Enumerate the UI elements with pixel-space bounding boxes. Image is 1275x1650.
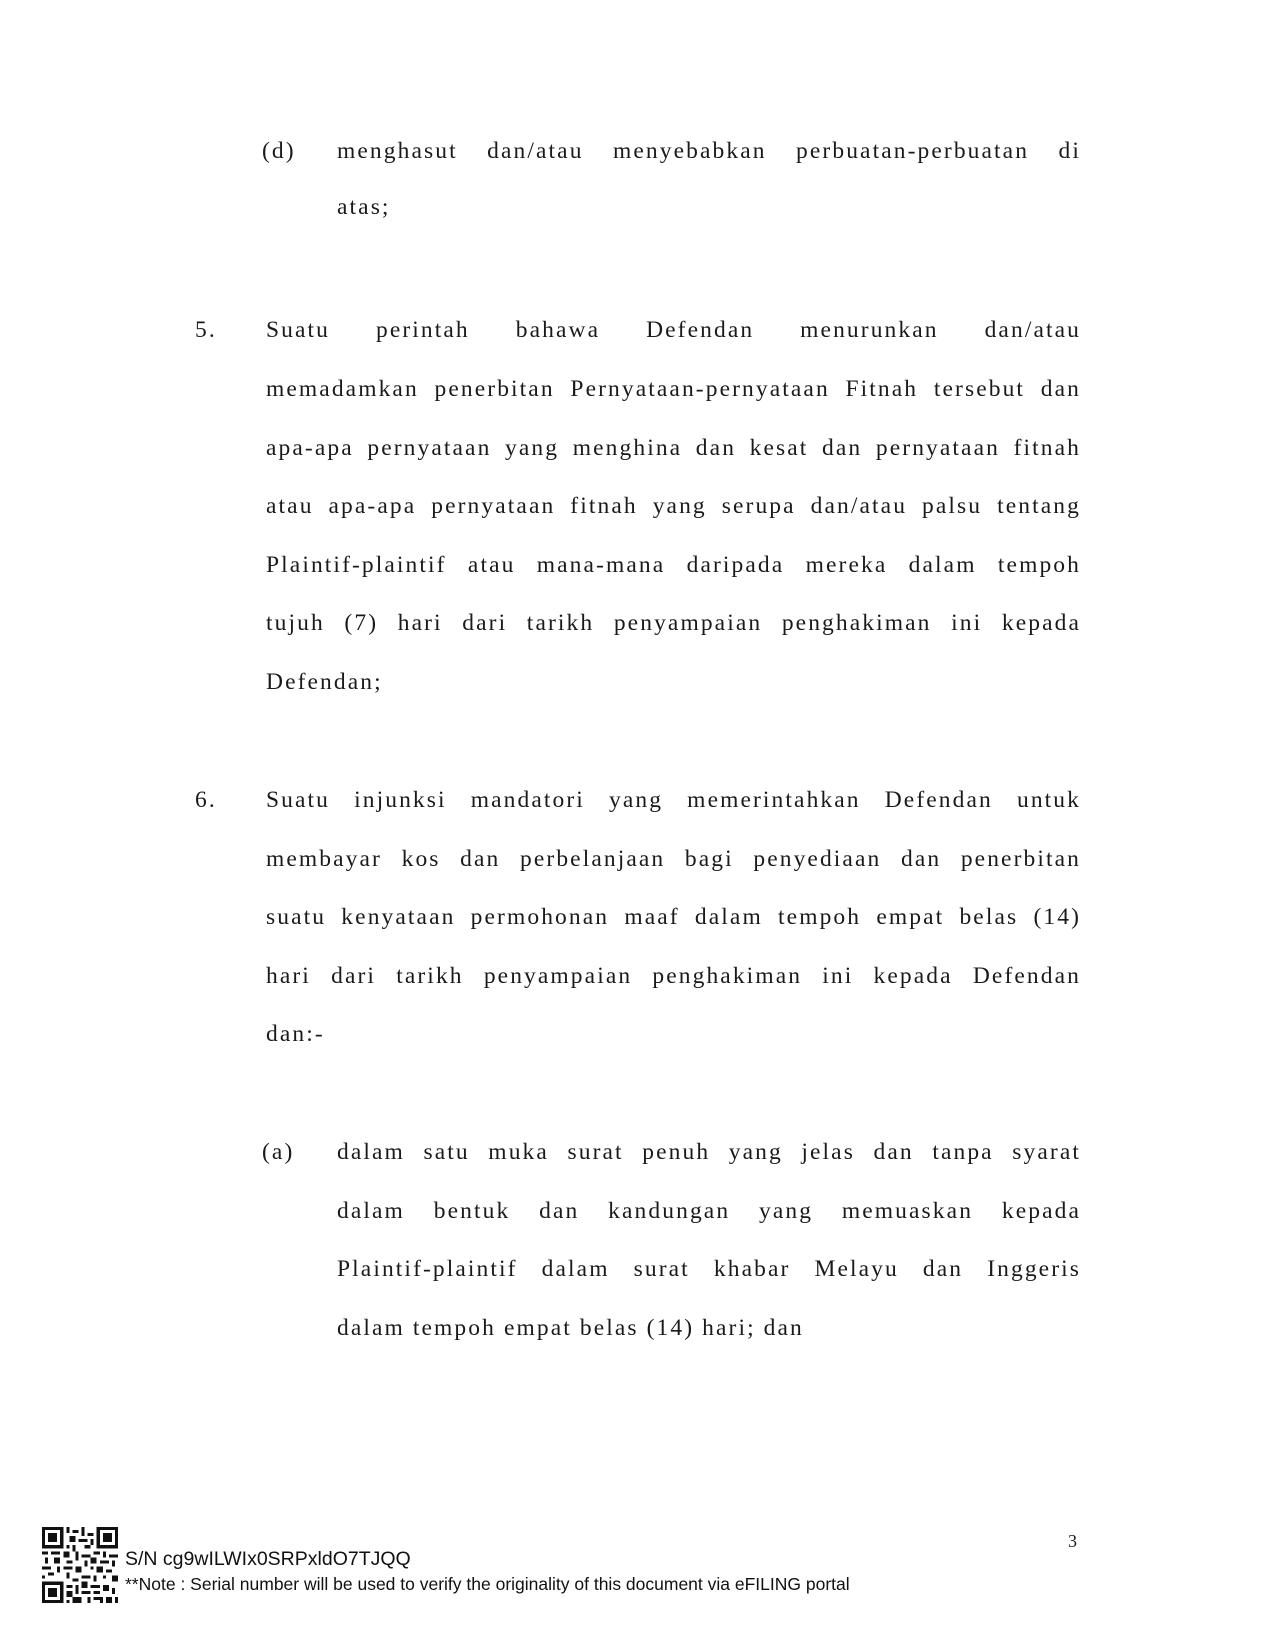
- item-6-line: membayar kos dan perbelanjaan bagi penyediaan dan penerbitan: [266, 846, 1081, 872]
- item-6-line: suatu kenyataan permohonan maaf dalam tempoh empat belas (14): [266, 904, 1081, 930]
- item-5-marker: 5.: [195, 317, 217, 343]
- qr-code-icon: [42, 1527, 118, 1603]
- item-a-last-line: dalam tempoh empat belas (14) hari; dan: [337, 1315, 804, 1341]
- page-number: 3: [1068, 1531, 1077, 1551]
- item-5-line: tujuh (7) hari dari tarikh penyampaian penghakiman ini kepada: [266, 610, 1081, 636]
- item-a-marker: (a): [262, 1139, 295, 1165]
- item-d-marker: (d): [262, 138, 296, 164]
- item-5-line: apa-apa pernyataan yang menghina dan kesat dan pernyataan fitnah: [266, 435, 1081, 461]
- serial-note: **Note : Serial number will be used to verify the originality of this document via eFILING portal: [125, 1574, 850, 1594]
- item-d-line: menghasut dan/atau menyebabkan perbuatan-perbuatan di: [337, 138, 1081, 164]
- item-a-line: Plaintif-plaintif dalam surat khabar Melayu dan Inggeris: [337, 1256, 1081, 1282]
- item-6-line: Suatu injunksi mandatori yang memerintahkan Defendan untuk: [266, 787, 1081, 813]
- item-5-line: atau apa-apa pernyataan fitnah yang serupa dan/atau palsu tentang: [266, 493, 1081, 519]
- item-d-last-line: atas;: [337, 194, 391, 220]
- item-5-line: Suatu perintah bahawa Defendan menurunkan dan/atau: [266, 317, 1081, 343]
- item-a-line: dalam satu muka surat penuh yang jelas dan tanpa syarat: [337, 1139, 1081, 1165]
- item-6-line: hari dari tarikh penyampaian penghakiman ini kepada Defendan: [266, 963, 1081, 989]
- item-6-last-line: dan:-: [266, 1021, 325, 1047]
- item-5-line: memadamkan penerbitan Pernyataan-pernyataan Fitnah tersebut dan: [266, 376, 1081, 402]
- item-5-last-line: Defendan;: [266, 669, 383, 695]
- item-a-line: dalam bentuk dan kandungan yang memuaskan kepada: [337, 1198, 1081, 1224]
- item-6-marker: 6.: [195, 787, 217, 813]
- serial-number: S/N cg9wILWIx0SRPxldO7TJQQ: [125, 1548, 411, 1570]
- item-5-line: Plaintif-plaintif atau mana-mana daripada mereka dalam tempoh: [266, 552, 1081, 578]
